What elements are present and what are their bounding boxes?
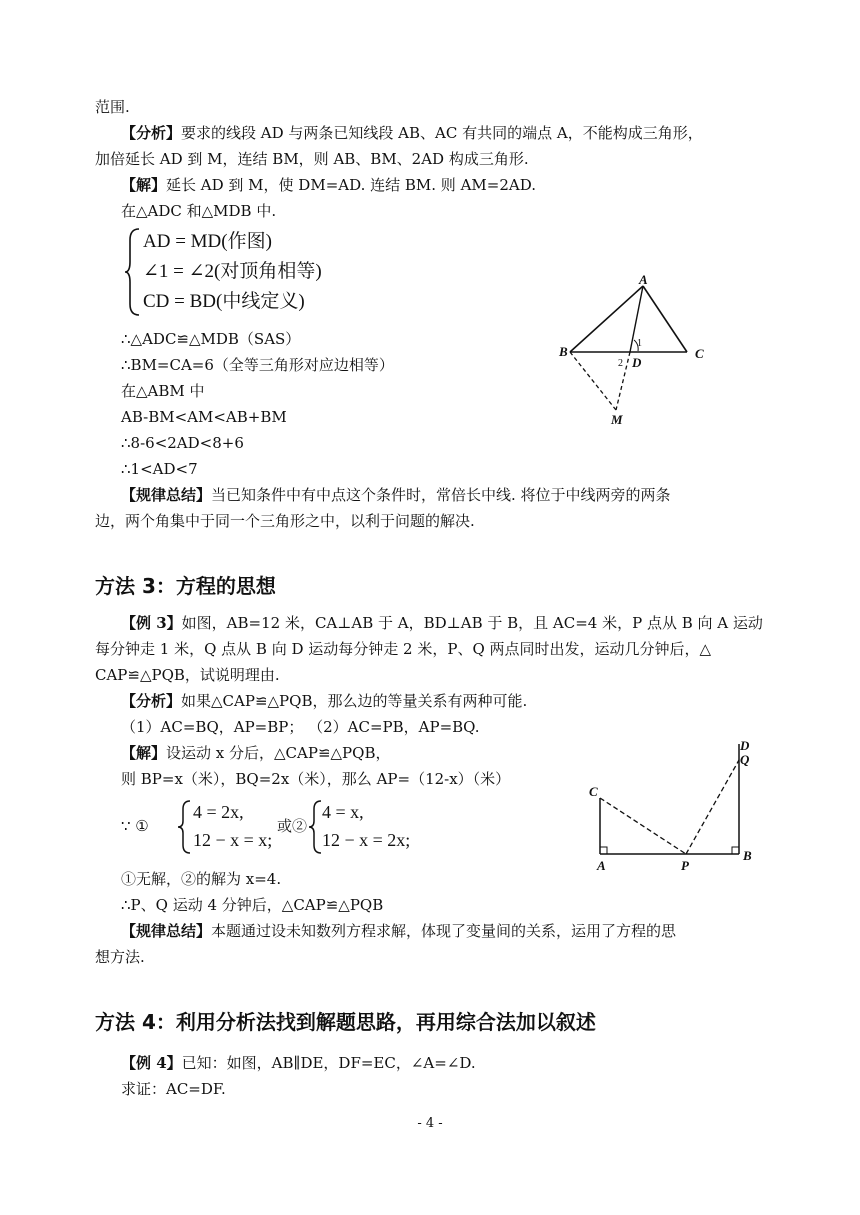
text-line: 边，两个角集中于同一个三角形之中，以利于问题的解决. (95, 512, 475, 530)
text-line (121, 174, 536, 196)
label-Q: Q (740, 752, 750, 767)
text-line (121, 1052, 476, 1074)
text-line (121, 690, 527, 712)
figure-triangle-median (555, 272, 715, 432)
text-line: 在△ADC 和△MDB 中. (121, 202, 277, 220)
or-label: 或② (277, 817, 308, 835)
equation-line: 12 − x = x; (193, 830, 273, 850)
label-A: A (639, 272, 648, 287)
label-D: D (632, 355, 642, 370)
text-line: 加倍延长 AD 到 M，连结 BM，则 AB、BM、2AD 构成三角形. (95, 150, 529, 168)
text-line: ∴8-6<2AD<8+6 (121, 434, 244, 452)
text-line (121, 122, 703, 144)
tag-example: 【例 4】 (121, 1054, 182, 1072)
page-number: - 4 - (417, 1116, 443, 1131)
left-brace (177, 799, 193, 855)
text-line (121, 484, 671, 506)
label-C: C (695, 346, 704, 361)
text-line: AB-BM<AM<AB+BM (121, 408, 287, 426)
tag-solution: 【解】 (121, 176, 167, 194)
equation-line: 4 = 2x, (193, 802, 244, 822)
text-line: ∴1<AD<7 (121, 460, 198, 478)
tag-solution: 【解】 (121, 744, 167, 762)
angle-label-2: 2 (618, 358, 623, 369)
text-line: 则 BP=x（米），BQ=2x（米），那么 AP=（12-x）（米） (121, 770, 511, 788)
label-D: D (740, 738, 750, 753)
label-P: P (681, 858, 689, 873)
equation-line: AD = MD(作图) (143, 231, 272, 252)
left-brace (124, 226, 142, 318)
text-line: 在△ABM 中 (121, 382, 205, 400)
equation-line: CD = BD(中线定义) (143, 291, 305, 312)
analysis-text: 要求的线段 AD 与两条已知线段 AB、AC 有共同的端点 A，不能构成三角形， (181, 124, 703, 142)
text-line (121, 612, 763, 634)
section-heading: 方法 3：方程的思想 (95, 574, 276, 598)
tag-summary: 【规律总结】 (121, 486, 212, 504)
analysis-text: 如果△CAP≌△PQB，那么边的等量关系有两种可能. (181, 692, 528, 710)
text-line: 求证：AC=DF. (121, 1080, 226, 1098)
summary-text: 本题通过设未知数列方程求解，体现了变量间的关系，运用了方程的思 (211, 922, 677, 940)
text-line: ∴△ADC≌△MDB（SAS） (121, 330, 301, 348)
figure-moving-points (580, 730, 760, 880)
tag-example: 【例 3】 (121, 614, 182, 632)
equation-line: 12 − x = 2x; (322, 830, 411, 850)
text-line: ∴BM=CA=6（全等三角形对应边相等） (121, 356, 394, 374)
angle-label-1: 1 (637, 338, 642, 349)
text-line: （1）AC=BQ，AP=BP； （2）AC=PB，AP=BQ. (121, 718, 480, 736)
tag-analysis: 【分析】 (121, 692, 182, 710)
equation-line: 4 = x, (322, 802, 364, 822)
label-M: M (611, 412, 623, 427)
text-line (121, 920, 676, 942)
text-line: CAP≌△PQB，试说明理由. (95, 666, 280, 684)
label-B: B (743, 848, 752, 863)
text-line: ∴P、Q 运动 4 分钟后，△CAP≌△PQB (121, 896, 384, 914)
label-B: B (559, 344, 568, 359)
label-A: A (597, 858, 606, 873)
section-heading: 方法 4：利用分析法找到解题思路，再用综合法加以叙述 (95, 1010, 596, 1034)
text-line: 想方法. (95, 948, 145, 966)
solution-text: 设运动 x 分后，△CAP≌△PQB， (166, 744, 391, 762)
solution-text: 延长 AD 到 M，使 DM=AD. 连结 BM. 则 AM=2AD. (166, 176, 536, 194)
tag-analysis: 【分析】 (121, 124, 182, 142)
equation-line: ∠1 = ∠2(对顶角相等) (143, 261, 322, 282)
example-text: 已知：如图，AB∥DE，DF=EC，∠A=∠D. (181, 1054, 476, 1072)
summary-text: 当已知条件中有中点这个条件时，常倍长中线. 将位于中线两旁的两条 (211, 486, 671, 504)
text-line: ①无解，②的解为 x=4. (121, 870, 282, 888)
because-label: ∵ ① (121, 817, 149, 835)
example-text: 如图，AB=12 米，CA⊥AB 于 A，BD⊥AB 于 B，且 AC=4 米，P 点从 B 向 A 运动 (181, 614, 763, 632)
text-line (121, 742, 390, 764)
text-line: 范围. (95, 98, 130, 116)
label-C: C (589, 784, 598, 799)
text-line: 每分钟走 1 米，Q 点从 B 向 D 运动每分钟走 2 米，P、Q 两点同时出发，运动几分钟后，△ (95, 640, 712, 658)
tag-summary: 【规律总结】 (121, 922, 212, 940)
